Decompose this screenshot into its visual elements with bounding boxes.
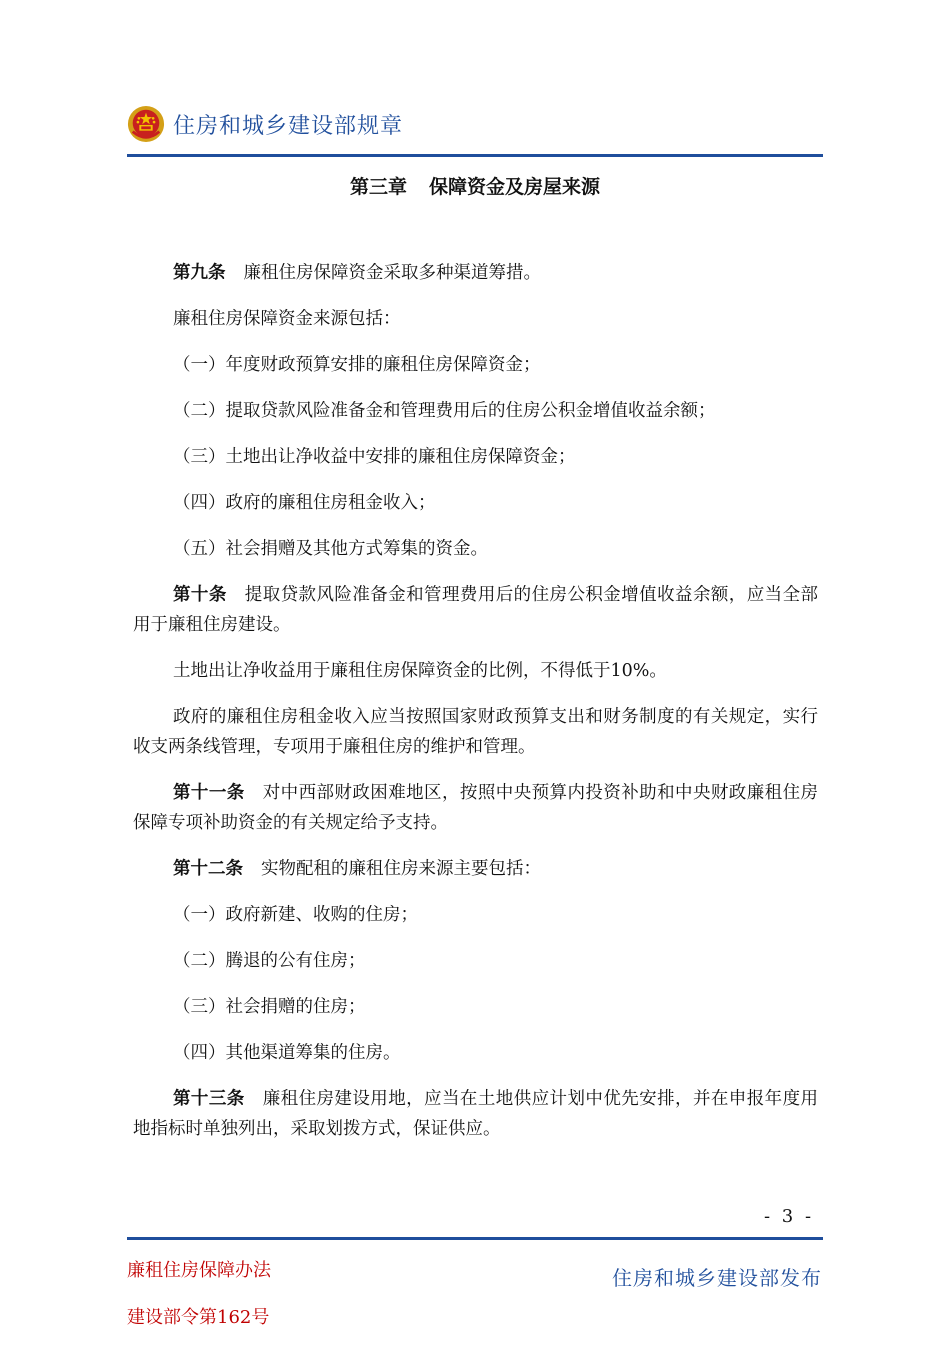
paragraph-text: （二）腾退的公有住房； — [173, 951, 366, 971]
paragraph-text: （五）社会捐赠及其他方式筹集的资金。 — [173, 539, 488, 559]
paragraph-text: 对中西部财政困难地区，按照中央预算内投资补助和中央财政廉租住房保障专项补助资金的有关规定给予支持。 — [133, 783, 819, 833]
list-item — [133, 992, 818, 1022]
page-number: - 3 - — [764, 1206, 815, 1227]
national-emblem-icon — [127, 105, 165, 143]
list-item — [133, 442, 818, 472]
footer-doc-title: 廉租住房保障办法 — [127, 1260, 271, 1281]
list-item — [133, 900, 818, 930]
footer-left — [127, 1247, 271, 1341]
paragraph-text: 廉租住房保障资金来源包括： — [173, 309, 401, 329]
article-label: 第十三条 — [173, 1089, 245, 1109]
paragraph — [133, 580, 818, 640]
paragraph-text: 提取贷款风险准备金和管理费用后的住房公积金增值收益余额，应当全部用于廉租住房建设。 — [133, 585, 818, 635]
paragraph-text: （四）政府的廉租住房租金收入； — [173, 493, 436, 513]
header-divider — [127, 154, 823, 157]
list-item — [133, 534, 818, 564]
paragraph — [133, 304, 818, 334]
paragraph-text: （一）政府新建、收购的住房； — [173, 905, 418, 925]
paragraph-text: 实物配租的廉租住房来源主要包括： — [261, 859, 541, 879]
footer-publisher: 住房和城乡建设部发布 — [612, 1266, 822, 1290]
footer-divider — [127, 1237, 823, 1240]
paragraph — [133, 656, 818, 686]
chapter-title — [0, 172, 950, 199]
article-label: 第十条 — [173, 585, 227, 605]
list-item — [133, 1038, 818, 1068]
footer-decree: 建设部令第162号 — [127, 1307, 270, 1328]
header-title: 住房和城乡建设部规章 — [173, 113, 404, 139]
paragraph — [133, 258, 818, 288]
paragraph — [133, 702, 818, 762]
paragraph — [133, 1084, 818, 1144]
chapter-number: 第三章 — [349, 176, 407, 198]
paragraph-text: 廉租住房建设用地，应当在土地供应计划中优先安排，并在申报年度用地指标时单独列出，采取划拨方式，保证供应。 — [133, 1089, 819, 1139]
paragraph-text: （三）土地出让净收益中安排的廉租住房保障资金； — [173, 447, 576, 467]
article-label: 第十一条 — [173, 783, 245, 803]
article-label: 第九条 — [173, 263, 226, 283]
list-item — [133, 350, 818, 380]
paragraph — [133, 854, 818, 884]
chapter-name: 保障资金及房屋来源 — [429, 176, 601, 198]
paragraph-text: （一）年度财政预算安排的廉租住房保障资金； — [173, 355, 541, 375]
paragraph-text: （三）社会捐赠的住房； — [173, 997, 366, 1017]
page-header — [127, 103, 403, 145]
list-item — [133, 488, 818, 518]
paragraph-text: 土地出让净收益用于廉租住房保障资金的比例，不得低于10%。 — [173, 661, 667, 681]
document-body — [133, 258, 818, 1144]
paragraph — [133, 778, 818, 838]
list-item — [133, 396, 818, 426]
paragraph-text: 政府的廉租住房租金收入应当按照国家财政预算支出和财务制度的有关规定，实行收支两条线管理，专项用于廉租住房的维护和管理。 — [133, 707, 818, 757]
paragraph-text: （四）其他渠道筹集的住房。 — [173, 1043, 401, 1063]
article-label: 第十二条 — [173, 859, 243, 879]
paragraph-text: （二）提取贷款风险准备金和管理费用后的住房公积金增值收益余额； — [173, 401, 716, 421]
paragraph-text: 廉租住房保障资金采取多种渠道筹措。 — [243, 263, 541, 283]
list-item — [133, 946, 818, 976]
